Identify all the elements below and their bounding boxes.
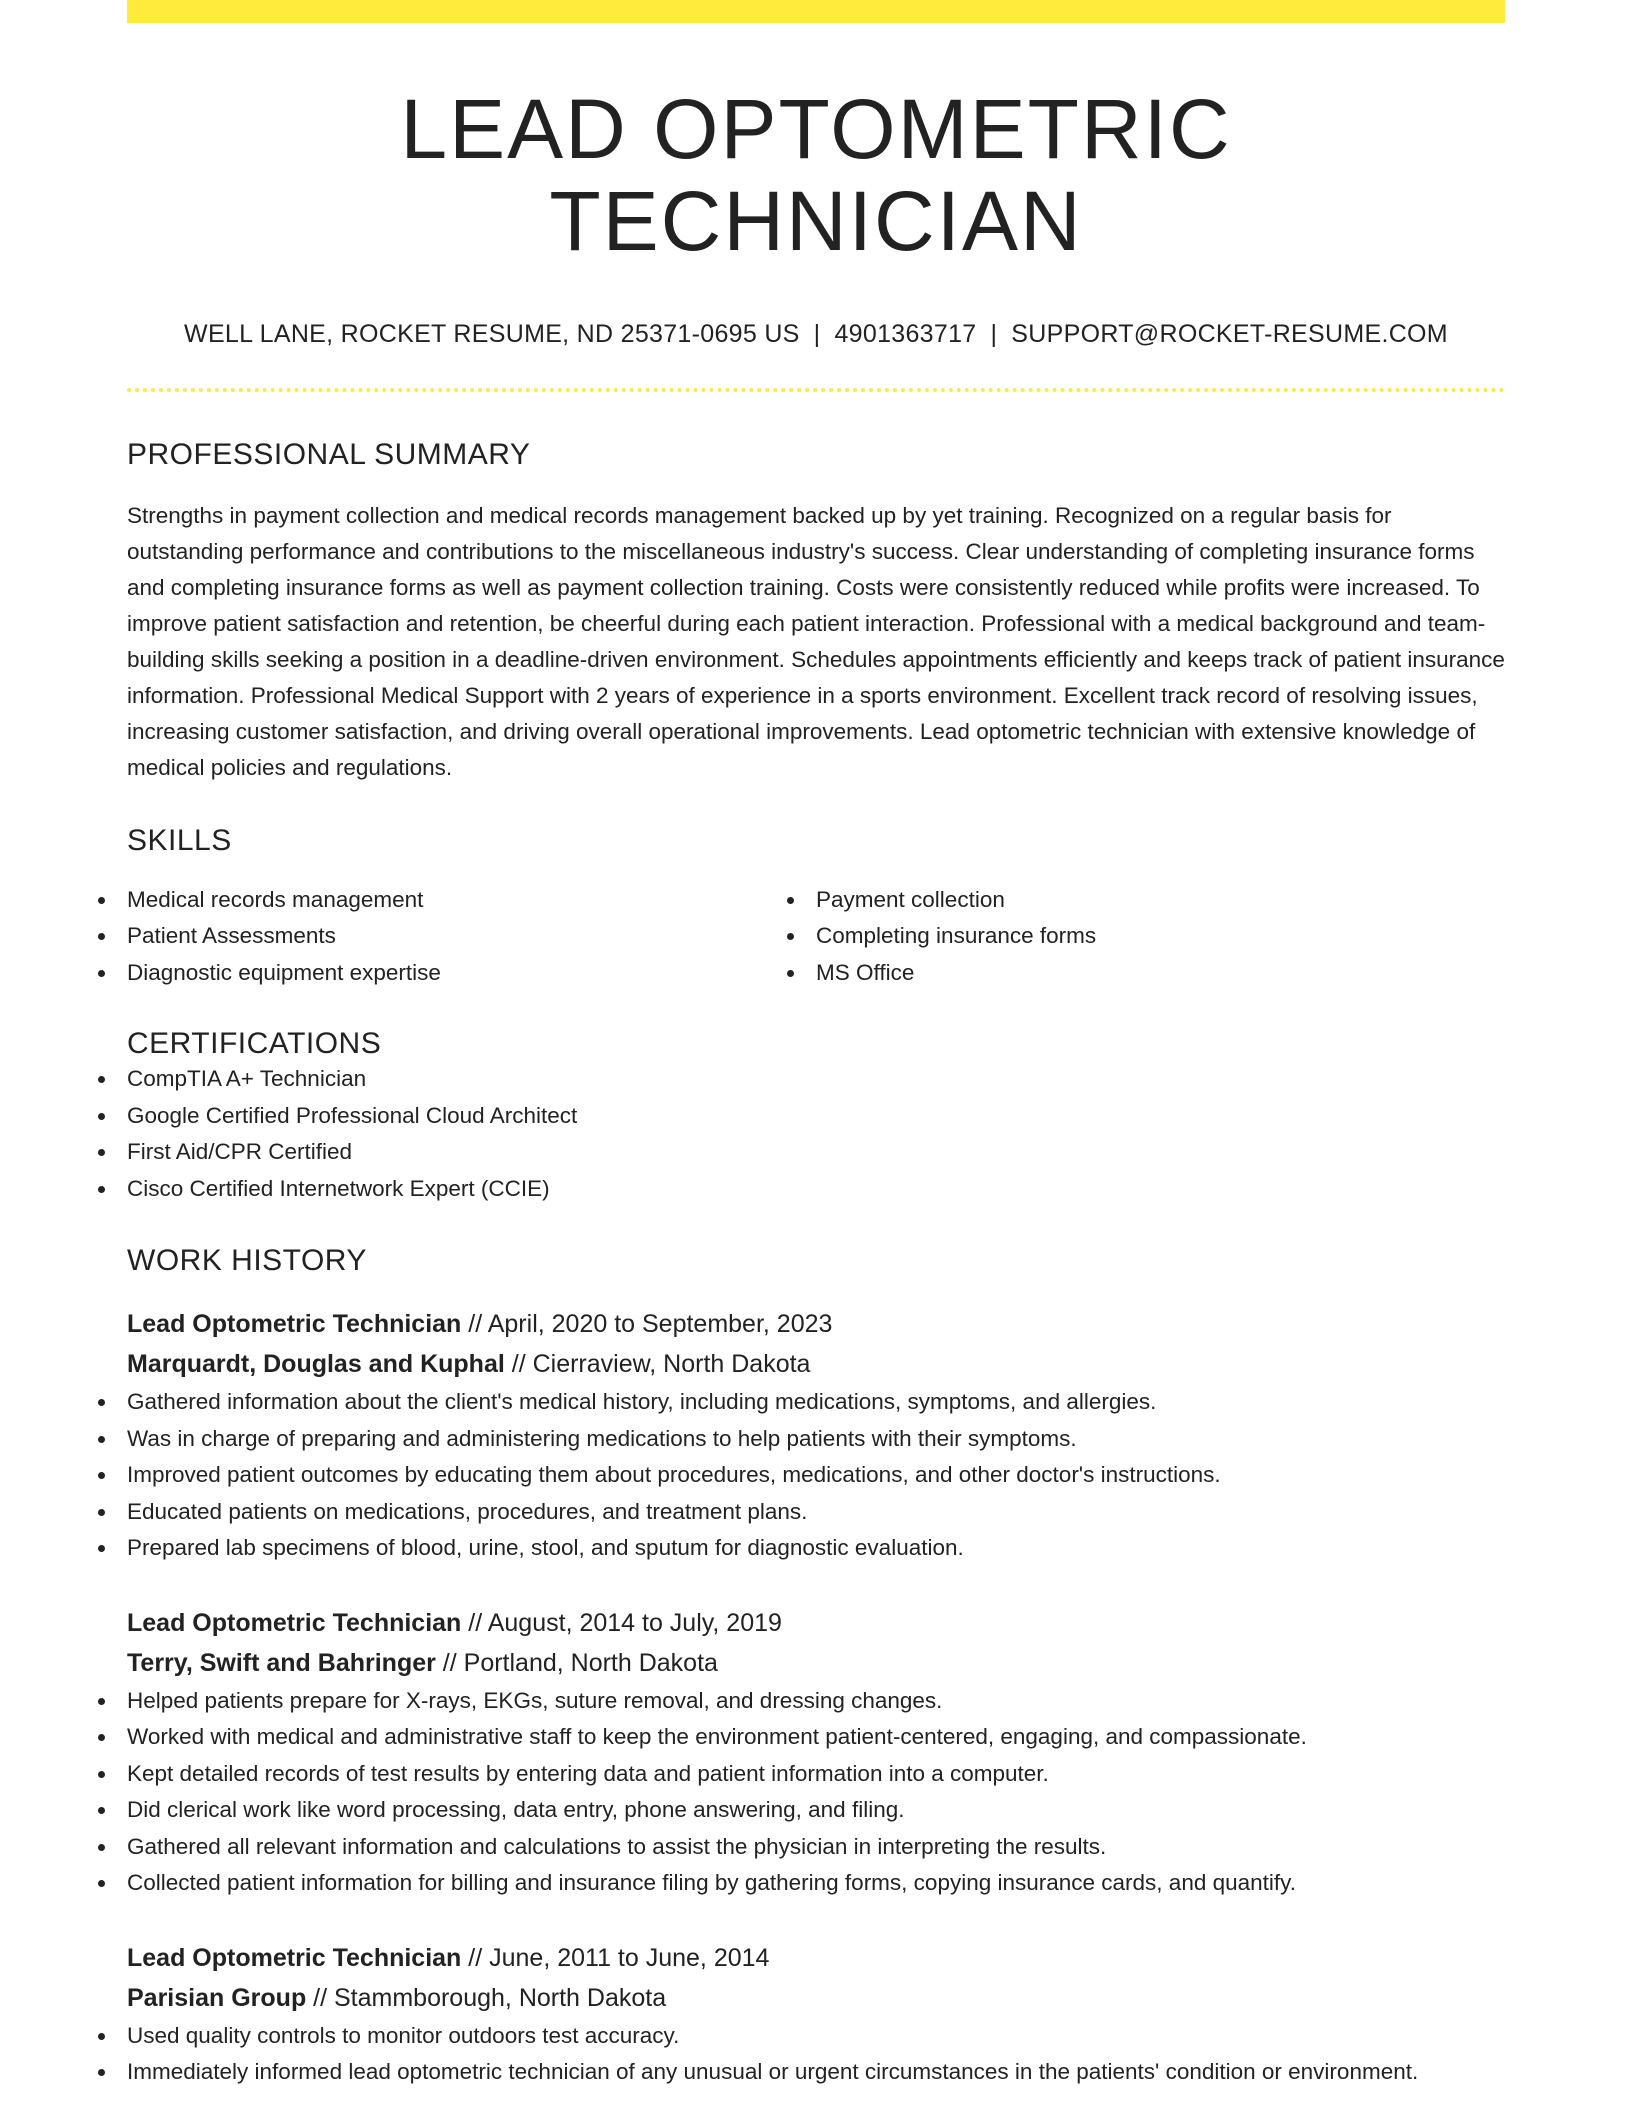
job-duty-text: Gathered information about the client's medical history, including medications, symptoms, and allergies. bbox=[127, 1389, 1157, 1415]
bullet-icon bbox=[787, 970, 794, 977]
bullet-icon bbox=[98, 1436, 105, 1443]
bullet-icon bbox=[98, 1509, 105, 1516]
job-duty-item bbox=[127, 1829, 1505, 1866]
job-duty-text: Worked with medical and administrative staff to keep the environment patient-centered, engaging, and compassionate. bbox=[127, 1724, 1307, 1750]
skill-label: Completing insurance forms bbox=[816, 923, 1097, 949]
bullet-icon bbox=[98, 1698, 105, 1705]
job-duty-text: Immediately informed lead optometric technician of any unusual or urgent circumstances in the patients' condition or environment. bbox=[127, 2059, 1419, 2085]
bullet-icon bbox=[98, 1880, 105, 1887]
skill-label: Patient Assessments bbox=[127, 923, 336, 949]
job-duty-text: Improved patient outcomes by educating them about procedures, medications, and other doctor's instructions. bbox=[127, 1462, 1221, 1488]
bullet-icon bbox=[98, 1399, 105, 1406]
job-duty-text: Prepared lab specimens of blood, urine, stool, and sputum for diagnostic evaluation. bbox=[127, 1535, 964, 1561]
bullet-icon bbox=[98, 1545, 105, 1552]
certification-item bbox=[127, 1134, 1505, 1171]
job-duty-text: Used quality controls to monitor outdoors test accuracy. bbox=[127, 2022, 680, 2048]
contact-separator: | bbox=[813, 319, 821, 348]
resume-page bbox=[127, 0, 1505, 2091]
certification-label: Google Certified Professional Cloud Architect bbox=[127, 1102, 578, 1128]
job-location: // Cierraview, North Dakota bbox=[504, 1350, 811, 1379]
job-duty-item bbox=[127, 1494, 1505, 1531]
job-duty-text: Helped patients prepare for X-rays, EKGs, suture removal, and dressing changes. bbox=[127, 1687, 943, 1713]
skill-label: Payment collection bbox=[816, 886, 1005, 912]
certification-label: CompTIA A+ Technician bbox=[127, 1066, 367, 1092]
job-dates: // June, 2011 to June, 2014 bbox=[461, 1943, 770, 1972]
job-company: Marquardt, Douglas and Kuphal bbox=[127, 1350, 505, 1379]
skill-item bbox=[127, 955, 816, 992]
skill-item bbox=[816, 918, 1505, 955]
bullet-icon bbox=[98, 897, 105, 904]
certification-label: Cisco Certified Internetwork Expert (CCIE) bbox=[127, 1175, 550, 1201]
job-company: Terry, Swift and Bahringer bbox=[127, 1648, 436, 1677]
accent-bar bbox=[127, 0, 1505, 23]
bullet-icon bbox=[98, 1076, 105, 1083]
skills-right-list bbox=[816, 882, 1505, 992]
skill-label: Diagnostic equipment expertise bbox=[127, 959, 441, 985]
dotted-divider bbox=[127, 388, 1505, 392]
job-duty-item bbox=[127, 2054, 1505, 2091]
bullet-icon bbox=[98, 1472, 105, 1479]
contact-line bbox=[127, 320, 1505, 349]
bullet-icon bbox=[98, 933, 105, 940]
skills-grid bbox=[127, 882, 1505, 992]
job-duty-item bbox=[127, 1530, 1505, 1567]
job-duty-text: Was in charge of preparing and administering medications to help patients with their symptoms. bbox=[127, 1425, 1077, 1451]
job-duty-text: Did clerical work like word processing, data entry, phone answering, and filing. bbox=[127, 1797, 905, 1823]
skill-item bbox=[127, 882, 816, 919]
resume-title: LEAD OPTOMETRIC TECHNICIAN bbox=[400, 82, 1232, 269]
job-dates: // April, 2020 to September, 2023 bbox=[461, 1310, 833, 1339]
job-dates: // August, 2014 to July, 2019 bbox=[461, 1608, 782, 1637]
job-duty-item bbox=[127, 1865, 1505, 1902]
certification-item bbox=[127, 1098, 1505, 1135]
contact-separator: | bbox=[990, 319, 998, 348]
job-company-line bbox=[127, 1344, 1505, 1384]
job-duty-item bbox=[127, 1756, 1505, 1793]
skill-item bbox=[816, 955, 1505, 992]
job-role-line bbox=[127, 1938, 1505, 1978]
certification-item bbox=[127, 1061, 1505, 1098]
job-duty-item bbox=[127, 1792, 1505, 1829]
contact-email: SUPPORT@ROCKET-RESUME.COM bbox=[1011, 319, 1448, 348]
job-company-line bbox=[127, 1978, 1505, 2018]
job-duty-item bbox=[127, 1421, 1505, 1458]
bullet-icon bbox=[98, 970, 105, 977]
contact-address: WELL LANE, ROCKET RESUME, ND 25371-0695 US bbox=[184, 319, 800, 348]
certifications-list bbox=[127, 1061, 1505, 1207]
bullet-icon bbox=[98, 1186, 105, 1193]
job-role: Lead Optometric Technician bbox=[127, 1943, 462, 1972]
job-entry bbox=[127, 1938, 1505, 2091]
skill-item bbox=[816, 882, 1505, 919]
job-role-line bbox=[127, 1603, 1505, 1643]
certification-item bbox=[127, 1171, 1505, 1208]
job-location: // Portland, North Dakota bbox=[435, 1648, 718, 1677]
skill-label: MS Office bbox=[816, 959, 915, 985]
certifications-heading: CERTIFICATIONS bbox=[127, 1027, 382, 1061]
job-duty-item bbox=[127, 1384, 1505, 1421]
bullet-icon bbox=[98, 1844, 105, 1851]
job-role: Lead Optometric Technician bbox=[127, 1608, 462, 1637]
work-history-heading: WORK HISTORY bbox=[127, 1244, 367, 1278]
job-duty-item bbox=[127, 1457, 1505, 1494]
job-duty-item bbox=[127, 1683, 1505, 1720]
job-duty-text: Educated patients on medications, procedures, and treatment plans. bbox=[127, 1498, 808, 1524]
job-duty-item bbox=[127, 2018, 1505, 2055]
bullet-icon bbox=[98, 1113, 105, 1120]
summary-paragraph: Strengths in payment collection and medical records management backed up by yet training. Recognized on a regular basis for outstanding performance and contributions to the miscellaneous industry's success. Clear understanding of completing insurance forms and completing insurance forms as well as payment collection training. Costs were consistently reduced while profits were increased. To improve patient satisfaction and retention, be cheerful during each patient interaction. Professional with a medical background and team-building skills seeking a position in a deadline-driven environment. Schedules appointments efficiently and keeps track of patient insurance information. Professional Medical Support with 2 years of experience in a sports environment. Excellent track record of resolving issues, increasing customer satisfaction, and driving overall operational improvements. Lead optometric technician with extensive knowledge of medical policies and regulations. bbox=[127, 502, 1505, 780]
job-duties-list bbox=[127, 1683, 1505, 1902]
bullet-icon bbox=[787, 897, 794, 904]
bullet-icon bbox=[98, 2033, 105, 2040]
job-company-line bbox=[127, 1643, 1505, 1683]
bullet-icon bbox=[98, 1149, 105, 1156]
job-entry bbox=[127, 1603, 1505, 1902]
bullet-icon bbox=[98, 1734, 105, 1741]
bullet-icon bbox=[98, 2069, 105, 2076]
skills-heading: SKILLS bbox=[127, 823, 232, 857]
contact-phone: 4901363717 bbox=[834, 319, 977, 348]
bullet-icon bbox=[98, 1771, 105, 1778]
job-entry bbox=[127, 1304, 1505, 1567]
job-role-line bbox=[127, 1304, 1505, 1344]
job-duties-list bbox=[127, 2018, 1505, 2091]
job-duty-item bbox=[127, 1719, 1505, 1756]
job-duty-text: Collected patient information for billing and insurance filing by gathering forms, copying insurance cards, and quantify. bbox=[127, 1870, 1296, 1896]
job-duty-text: Kept detailed records of test results by entering data and patient information into a computer. bbox=[127, 1760, 1049, 1786]
job-location: // Stammborough, North Dakota bbox=[306, 1983, 667, 2012]
skills-left-list bbox=[127, 882, 816, 992]
job-role: Lead Optometric Technician bbox=[127, 1310, 462, 1339]
bullet-icon bbox=[98, 1807, 105, 1814]
summary-heading: PROFESSIONAL SUMMARY bbox=[127, 437, 531, 471]
skill-label: Medical records management bbox=[127, 886, 424, 912]
job-duty-text: Gathered all relevant information and calculations to assist the physician in interpreting the results. bbox=[127, 1833, 1107, 1859]
job-duties-list bbox=[127, 1384, 1505, 1567]
skill-item bbox=[127, 918, 816, 955]
job-company: Parisian Group bbox=[127, 1983, 307, 2012]
certification-label: First Aid/CPR Certified bbox=[127, 1139, 353, 1165]
